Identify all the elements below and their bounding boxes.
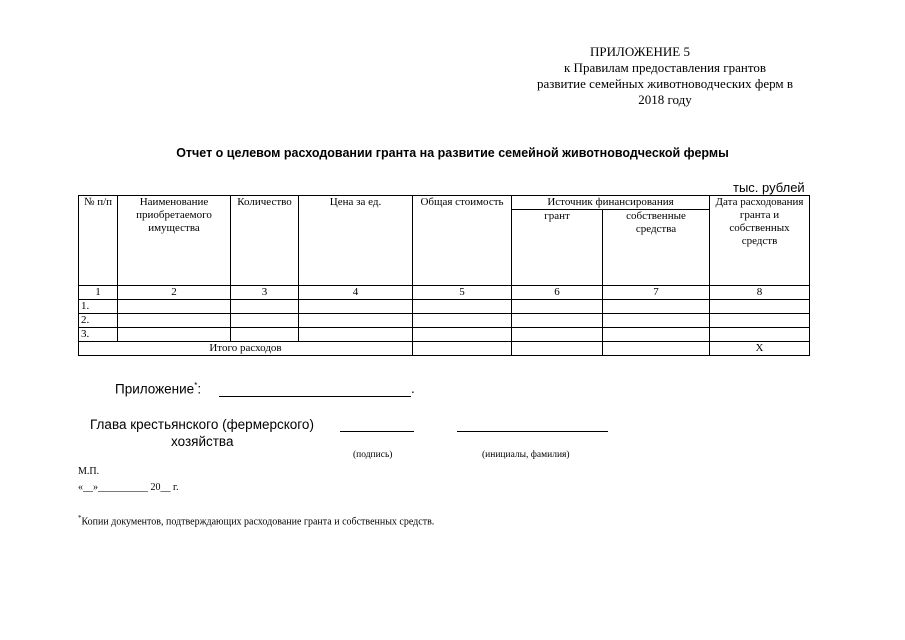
attachment-mark: * [194,381,198,390]
footnote-text: Копии документов, подтверждающих расходование гранта и собственных средств. [81,516,435,528]
units-label: тыс. рублей [733,180,805,195]
table-row [79,314,810,328]
column-number: 8 [710,286,810,300]
appendix-number: ПРИЛОЖЕНИЕ 5 [590,44,690,59]
expense-table [78,195,810,356]
footnote [78,514,434,527]
header-qty: Количество [231,196,299,286]
header-total: Общая стоимость [413,196,512,286]
column-number: 7 [603,286,710,300]
appendix-line-3: 2018 году [638,92,692,107]
header-price: Цена за ед. [299,196,413,286]
row-number: 2. [79,314,118,328]
attachment-line [115,381,201,397]
row-number: 1. [79,300,118,314]
initials-caption: (инициалы, фамилия) [482,450,570,460]
table-row [79,328,810,342]
header-own-funds: собственные средства [603,210,710,286]
header-name: Наименование приобретаемого имущества [118,196,231,286]
total-date-mark: Х [710,342,810,356]
head-label-1: Глава крестьянского (фермерского) [90,417,314,432]
table-row [79,300,810,314]
signature-line[interactable] [340,431,414,432]
head-label-2: хозяйства [171,434,234,449]
initials-line[interactable] [457,431,608,432]
column-number: 2 [118,286,231,300]
page-title: Отчет о целевом расходовании гранта на развитие семейной животноводческой фермы [176,146,729,160]
total-label: Итого расходов [79,342,413,356]
column-number: 4 [299,286,413,300]
header-num: № п/п [79,196,118,286]
appendix-line-1: к Правилам предоставления грантов [563,60,766,75]
header-date: Дата расходования гранта и собственных средств [710,196,810,286]
signature-caption: (подпись) [353,450,393,460]
column-number: 6 [512,286,603,300]
attachment-input-line[interactable] [219,396,411,397]
appendix-line-2: развитие семейных животноводческих ферм в [536,76,794,91]
header-grant: грант [512,210,603,286]
column-number: 5 [413,286,512,300]
attachment-label: Приложение [115,381,195,397]
column-number: 1 [79,286,118,300]
column-numbers-row [79,286,810,300]
stamp-label: М.П. [78,466,100,477]
footnote-mark: * [78,514,82,522]
date-line[interactable]: «__»__________ 20__ г. [78,482,179,493]
attachment-colon: : [197,381,202,397]
total-row [79,342,810,356]
row-number: 3. [79,328,118,342]
header-source: Источник финансирования [512,196,710,210]
column-number: 3 [231,286,299,300]
attachment-dot: . [411,381,415,396]
